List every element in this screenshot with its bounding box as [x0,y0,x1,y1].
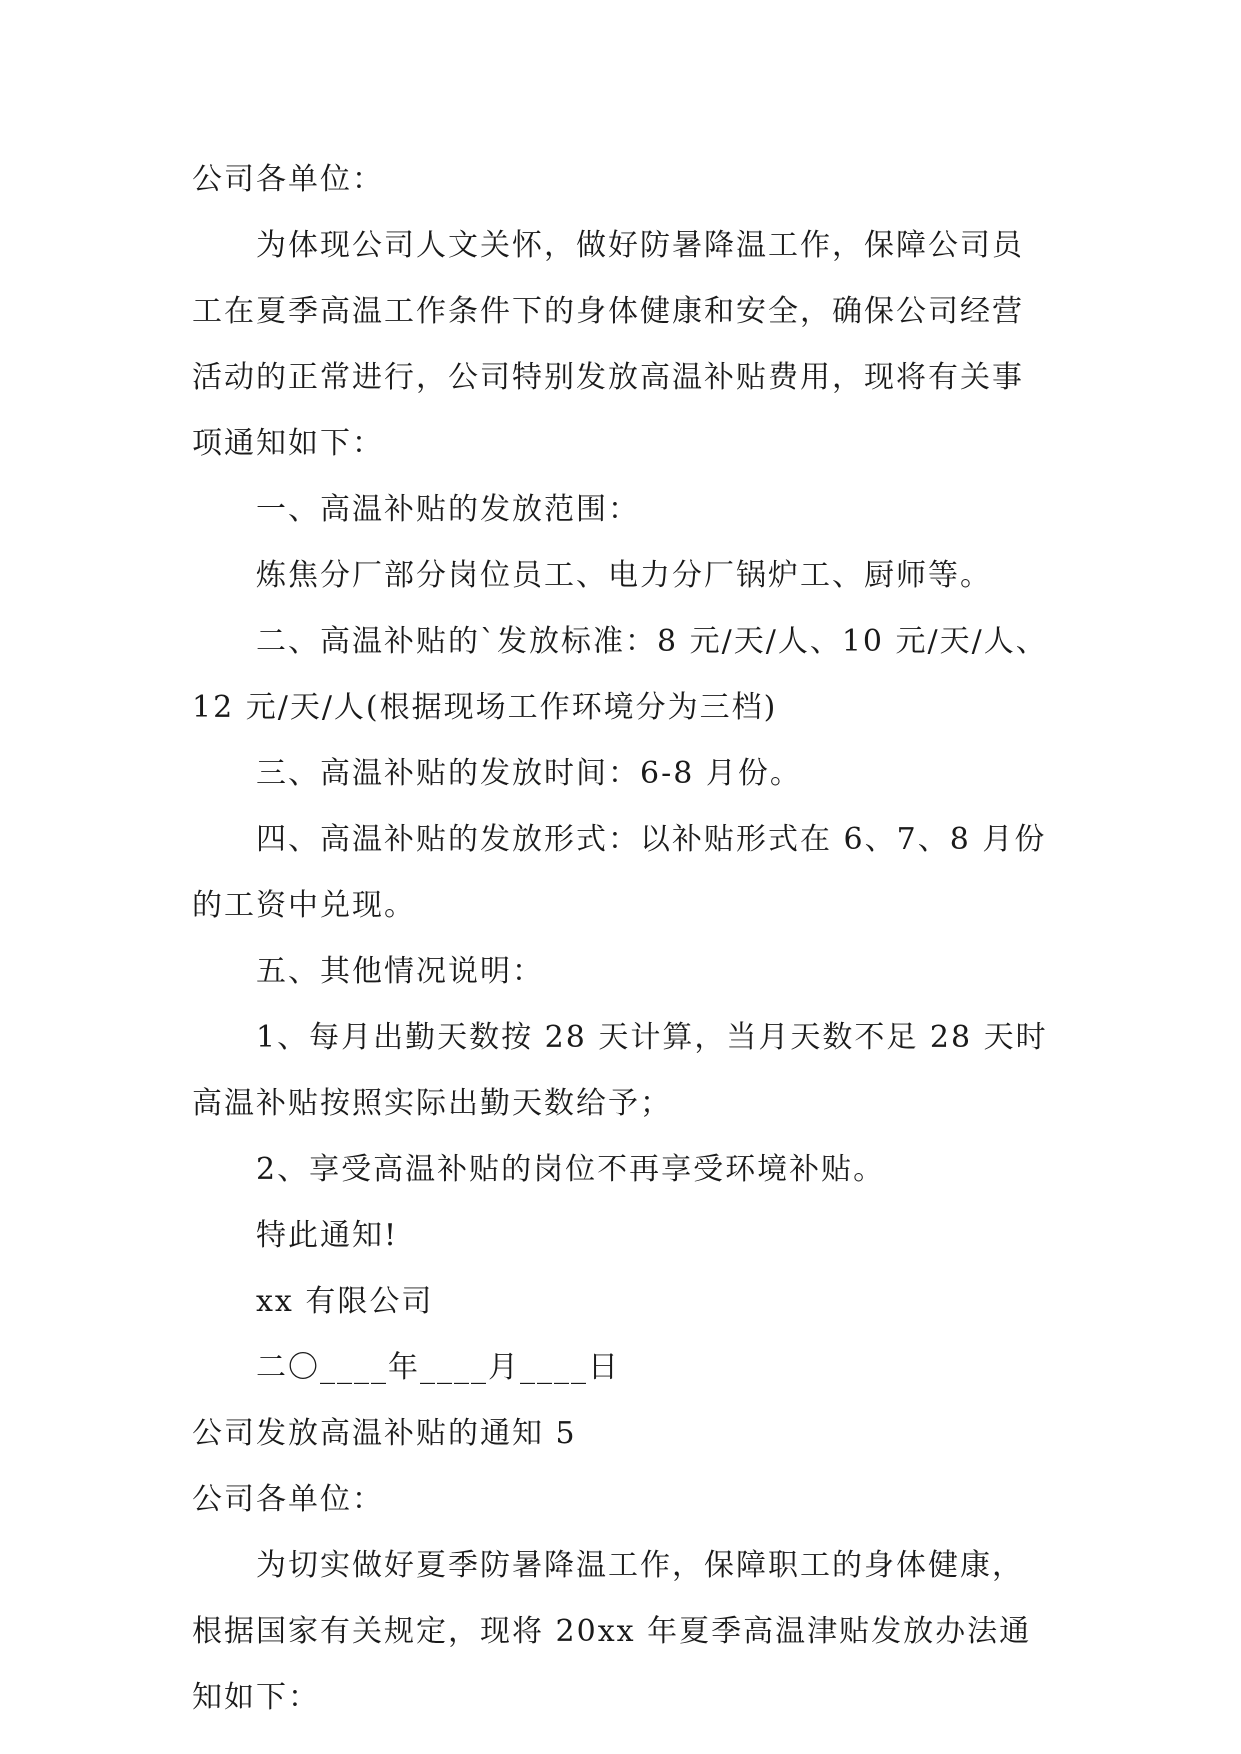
body-line: 项通知如下： [192,426,384,461]
salutation-line: 公司各单位： [192,162,384,197]
section-heading: 五、其他情况说明： [256,954,544,989]
signature-date: 二〇____年____月____日 [256,1350,620,1385]
section-title: 公司发放高温补贴的通知 5 [192,1416,577,1451]
section-heading: 三、高温补贴的发放时间：6-8 月份。 [256,756,802,791]
salutation-line: 公司各单位： [192,1482,384,1517]
body-line: 工在夏季高温工作条件下的身体健康和安全，确保公司经营 [192,294,1024,329]
body-line: 为体现公司人文关怀，做好防暑降温工作，保障公司员 [256,228,1024,263]
section-heading: 四、高温补贴的发放形式：以补贴形式在 6、7、8 月份 [256,822,1047,857]
body-line: 根据国家有关规定，现将 20xx 年夏季高温津贴发放办法通 [192,1614,1032,1649]
body-line: 的工资中兑现。 [192,888,416,923]
body-line: 知如下： [192,1680,320,1715]
section-heading: 二、高温补贴的`发放标准：8 元/天/人、10 元/天/人、 [256,624,1048,659]
body-line: 活动的正常进行，公司特别发放高温补贴费用，现将有关事 [192,360,1024,395]
list-item: 1、每月出勤天数按 28 天计算，当月天数不足 28 天时 [256,1020,1048,1055]
closing-line: 特此通知! [256,1218,399,1253]
section-heading: 一、高温补贴的发放范围： [256,492,640,527]
body-line: 为切实做好夏季防暑降温工作，保障职工的身体健康， [256,1548,1024,1583]
body-line: 12 元/天/人(根据现场工作环境分为三档) [192,690,778,725]
signature-company: xx 有限公司 [256,1284,434,1319]
body-line: 炼焦分厂部分岗位员工、电力分厂锅炉工、厨师等。 [256,558,992,593]
list-item: 2、享受高温补贴的岗位不再享受环境补贴。 [256,1152,886,1187]
body-line: 高温补贴按照实际出勤天数给予； [192,1086,672,1121]
